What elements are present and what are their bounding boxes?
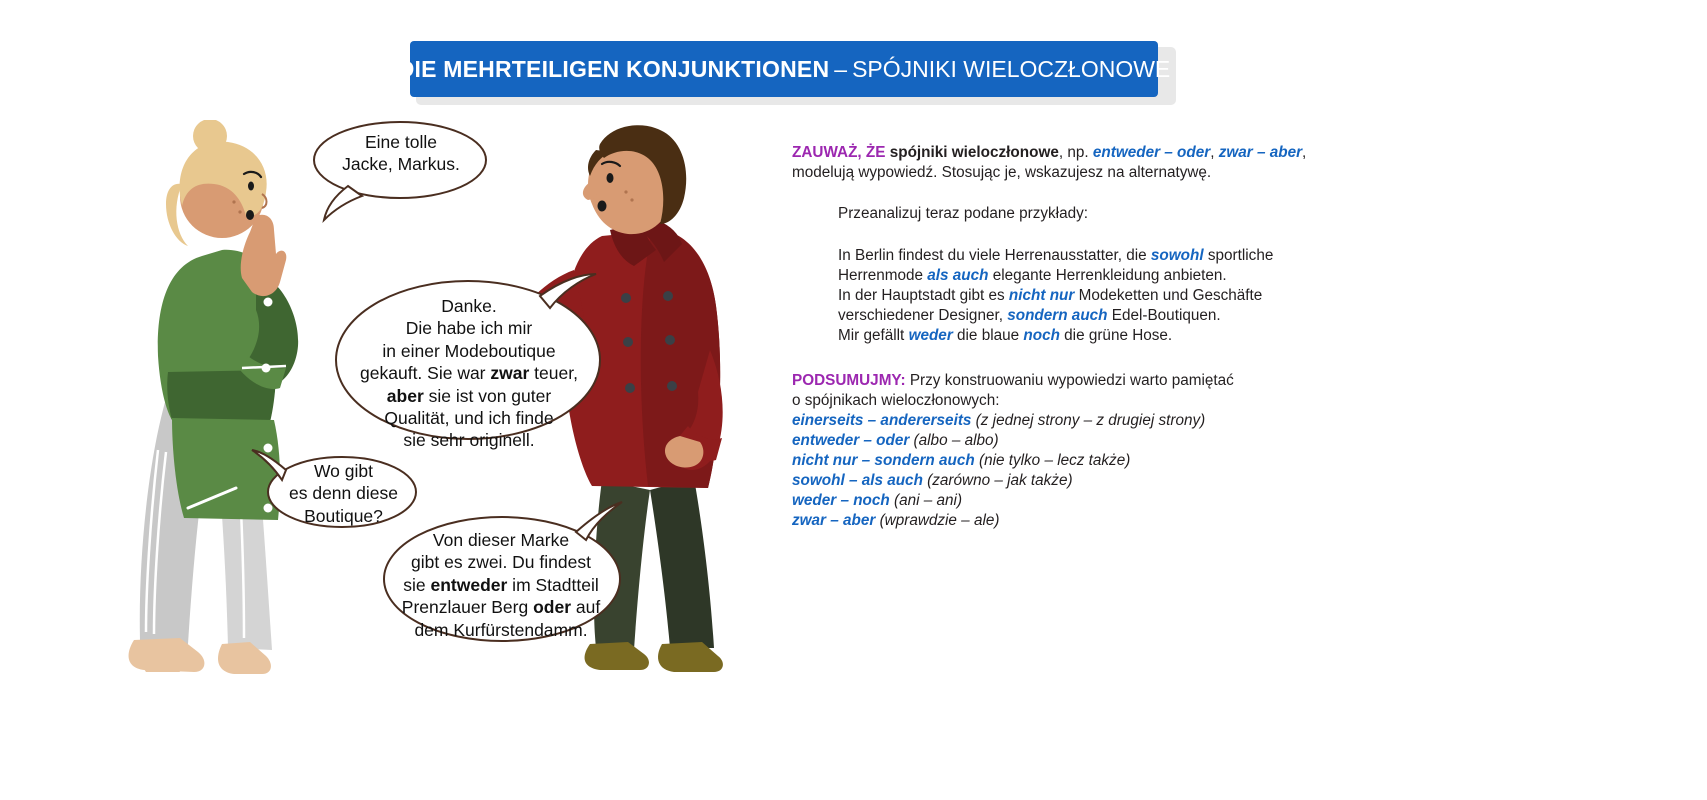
bubble-keyword: oder <box>533 597 572 618</box>
bubble-text-segment: sie sehr originell. <box>403 430 535 451</box>
conjunction-german: entweder – oder <box>792 432 910 450</box>
page-title-polish: SPÓJNIKI WIELOCZŁONOWE <box>852 55 1171 82</box>
conjunction-german: weder – noch <box>792 492 890 510</box>
bubble-text-segment: gibt es zwei. Du findest <box>411 552 591 573</box>
conjunction-polish: (wprawdzie – ale) <box>875 512 1000 530</box>
bubble-text-segment: Eine tolle <box>365 132 437 152</box>
example-text: In der Hauptstadt gibt es <box>838 287 1009 305</box>
summary-section <box>792 371 1372 531</box>
example-text: In Berlin findest du viele Herrenausstatter, die <box>838 247 1151 265</box>
example-text: Edel-Boutiquen. <box>1107 307 1221 325</box>
example-conjunction: sondern auch <box>1007 307 1108 325</box>
summary-intro-1: Przy konstruowaniu wypowiedzi warto pamiętać <box>905 372 1234 390</box>
bubble-text-segment: in einer Modeboutique <box>382 340 556 361</box>
bubble-text-segment: dem Kurfürstendamm. <box>414 619 588 640</box>
example-sentence-line <box>838 306 1372 326</box>
conjunction-polish: (z jednej strony – z drugiej strony) <box>971 412 1206 430</box>
example-text: verschiedener Designer, <box>838 307 1008 325</box>
bubble-text-segment: Prenzlauer Berg <box>401 597 534 618</box>
example-sentence-line <box>838 326 1372 346</box>
conjunction-list-item <box>792 471 1372 491</box>
example-conjunction: weder <box>908 327 953 345</box>
example-text: Mir gefällt <box>838 327 909 345</box>
conjunction-german: nicht nur – sondern auch <box>792 452 975 470</box>
notice-line-2: modelują wypowiedź. Stosując je, wskazujesz na alternatywę. <box>792 164 1212 182</box>
summary-intro-2: o spójnikach wieloczłonowych: <box>792 392 1000 410</box>
notice-paragraph <box>792 143 1372 184</box>
notice-heading: ZAUWAŻ, ŻE <box>792 144 886 161</box>
conjunction-german: sowohl – als auch <box>792 472 923 490</box>
speech-bubble-1-tail <box>324 186 362 220</box>
example-text: elegante Herrenkleidung anbieten. <box>988 267 1227 285</box>
lesson-text-column <box>792 143 1372 531</box>
conjunction-german: einerseits – andererseits <box>792 412 972 430</box>
analyze-prompt: Przeanalizuj teraz podane przykłady: <box>838 204 1088 222</box>
example-text: die grüne Hose. <box>1059 327 1173 345</box>
bubble-text-segment: sie ist von guter <box>423 385 552 406</box>
speech-bubble-1 <box>314 122 486 198</box>
example-conjunction: als auch <box>927 267 989 285</box>
example-sentence-line <box>838 266 1372 286</box>
example-conjunction: noch <box>1023 327 1060 345</box>
notice-example-1: entweder – oder <box>1092 144 1211 161</box>
conjunction-list-item <box>792 491 1372 511</box>
bubble-keyword: entweder <box>430 574 508 595</box>
bubble-text-segment: Qualität, und ich finde <box>384 407 554 428</box>
example-text: Modeketten und Geschäfte <box>1074 287 1263 305</box>
page-title-separator: – <box>834 55 848 82</box>
bubble-keyword: zwar <box>490 363 530 384</box>
title-banner-container <box>397 41 1171 99</box>
bubble-text-segment: teuer, <box>529 363 578 384</box>
example-sentence-line <box>838 286 1372 306</box>
bubble-text-segment: Von dieser Marke <box>432 530 570 550</box>
bubble-text-segment: Jacke, Markus. <box>342 154 460 175</box>
speech-bubble-3 <box>268 457 416 527</box>
page-title-german: DIE MEHRTEILIGEN KONJUNKTIONEN <box>397 55 830 82</box>
conjunction-german: zwar – aber <box>792 512 876 530</box>
notice-after-term: , np. <box>1058 144 1093 161</box>
bubble-text-segment: Die habe ich mir <box>405 318 533 339</box>
example-conjunction: nicht nur <box>1008 287 1075 305</box>
speech-bubble-2 <box>336 281 600 439</box>
example-text: sportliche <box>1203 247 1274 265</box>
conjunction-polish: (nie tylko – lecz także) <box>974 452 1131 470</box>
bubble-text-segment: Danke. <box>441 296 497 316</box>
example-conjunction: sowohl <box>1150 247 1204 265</box>
conjunction-polish: (ani – ani) <box>889 492 963 510</box>
conjunction-list-item <box>792 411 1372 431</box>
example-sentences <box>838 246 1372 346</box>
notice-between: , <box>1210 144 1219 161</box>
example-text: Herrenmode <box>838 267 928 285</box>
bubble-text-segment: sie <box>403 574 431 595</box>
example-sentence-line <box>838 246 1372 266</box>
page-title-banner <box>397 41 1171 97</box>
example-text: die blaue <box>952 327 1024 345</box>
bubble-keyword: aber <box>386 385 424 406</box>
notice-bold-term: spójniki wieloczłonowe <box>889 144 1059 161</box>
illustration-scene <box>110 120 770 690</box>
bubble-text-segment: gekauft. Sie war <box>360 363 491 384</box>
conjunction-list-item <box>792 431 1372 451</box>
summary-heading: PODSUMUJMY: <box>792 372 906 390</box>
notice-example-2: zwar – aber <box>1218 144 1303 161</box>
bubble-text-segment: es denn diese <box>289 483 398 504</box>
conjunction-polish: (albo – albo) <box>909 432 999 450</box>
character-woman <box>129 120 299 674</box>
conjunction-list-item <box>792 511 1372 531</box>
bubble-text-segment: Wo gibt <box>313 461 373 481</box>
bubble-text-segment: auf <box>571 597 601 618</box>
notice-tail: , <box>1302 144 1307 161</box>
conjunction-list-item <box>792 451 1372 471</box>
conjunction-list <box>792 411 1372 531</box>
speech-bubble-shapes <box>252 122 622 641</box>
conjunction-polish: (zarówno – jak także) <box>922 472 1073 490</box>
bubble-text-segment: im Stadtteil <box>507 574 599 595</box>
bubble-text-segment: Boutique? <box>304 505 383 526</box>
